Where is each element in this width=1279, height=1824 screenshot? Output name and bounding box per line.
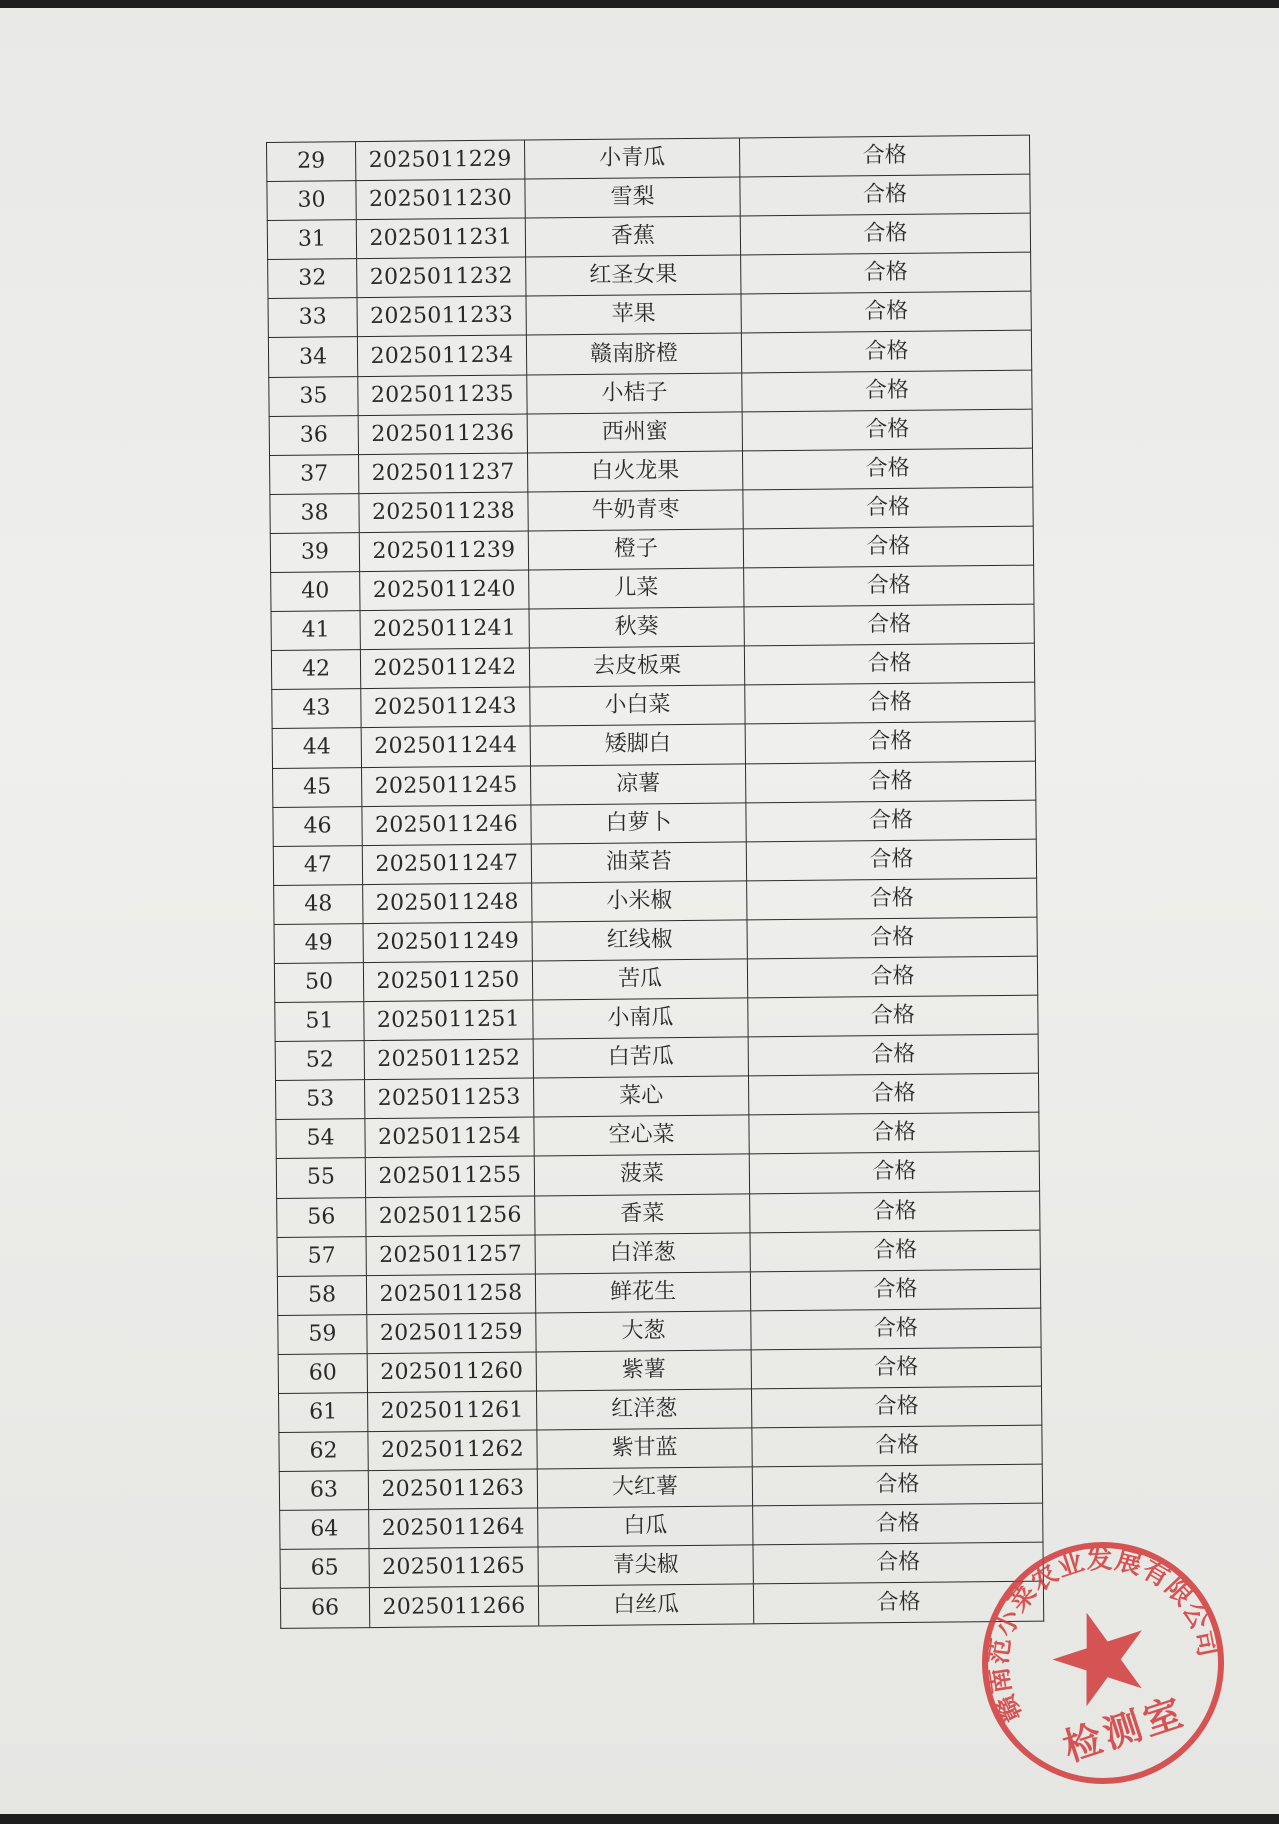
result-cell: 合格: [748, 995, 1038, 1037]
sample-code-cell: 2025011235: [358, 375, 527, 416]
product-name-cell: 白丝瓜: [538, 1584, 753, 1625]
result-cell: 合格: [750, 1269, 1040, 1311]
sample-code-cell: 2025011236: [358, 414, 527, 455]
sample-code-cell: 2025011234: [357, 335, 526, 376]
sample-code-cell: 2025011255: [365, 1156, 534, 1197]
sample-code-cell: 2025011257: [366, 1235, 535, 1276]
row-number-cell: 34: [268, 337, 357, 377]
product-name-cell: 紫甘蓝: [537, 1428, 752, 1469]
product-name-cell: 大葱: [536, 1311, 751, 1352]
product-name-cell: 青尖椒: [538, 1545, 753, 1586]
row-number-cell: 59: [278, 1314, 367, 1354]
product-name-cell: 紫薯: [536, 1350, 751, 1391]
product-name-cell: 空心菜: [534, 1115, 749, 1156]
row-number-cell: 42: [271, 650, 360, 690]
row-number-cell: 54: [276, 1119, 365, 1159]
row-number-cell: 57: [277, 1236, 366, 1276]
row-number-cell: 63: [279, 1471, 368, 1511]
row-number-cell: 40: [271, 572, 360, 612]
product-name-cell: 香菜: [535, 1193, 750, 1234]
sample-code-cell: 2025011266: [369, 1586, 538, 1627]
row-number-cell: 44: [272, 728, 361, 768]
sample-code-cell: 2025011229: [356, 140, 525, 181]
product-name-cell: 大红薯: [537, 1467, 752, 1508]
result-cell: 合格: [742, 448, 1032, 490]
row-number-cell: 45: [273, 767, 362, 807]
sample-code-cell: 2025011245: [362, 765, 531, 806]
sample-code-cell: 2025011247: [362, 844, 531, 885]
result-cell: 合格: [753, 1542, 1043, 1584]
sample-code-cell: 2025011242: [360, 648, 529, 689]
product-name-cell: 西州蜜: [527, 412, 742, 453]
result-cell: 合格: [750, 1230, 1040, 1272]
row-number-cell: 50: [274, 963, 363, 1003]
table-row: [280, 1582, 1043, 1628]
row-number-cell: 35: [269, 376, 358, 416]
sample-code-cell: 2025011259: [367, 1313, 536, 1354]
result-cell: 合格: [749, 1152, 1039, 1194]
result-cell: 合格: [747, 917, 1037, 959]
product-name-cell: 儿菜: [529, 568, 744, 609]
sample-code-cell: 2025011231: [356, 218, 525, 259]
row-number-cell: 58: [277, 1275, 366, 1315]
results-table-container: [266, 135, 1044, 1629]
sample-code-cell: 2025011237: [359, 453, 528, 494]
sample-code-cell: 2025011249: [363, 922, 532, 963]
row-number-cell: 32: [268, 259, 357, 299]
product-name-cell: 白苦瓜: [533, 1037, 748, 1078]
result-cell: 合格: [751, 1386, 1041, 1428]
result-cell: 合格: [750, 1191, 1040, 1233]
row-number-cell: 53: [276, 1080, 365, 1120]
product-name-cell: 橙子: [528, 529, 743, 570]
result-cell: 合格: [742, 370, 1032, 412]
result-cell: 合格: [744, 643, 1034, 685]
sample-code-cell: 2025011253: [365, 1078, 534, 1119]
result-cell: 合格: [748, 1073, 1038, 1115]
product-name-cell: 去皮板栗: [529, 646, 744, 687]
sample-code-cell: 2025011265: [369, 1547, 538, 1588]
sample-code-cell: 2025011244: [361, 726, 530, 767]
sample-code-cell: 2025011248: [363, 883, 532, 924]
product-name-cell: 秋葵: [529, 607, 744, 648]
sample-code-cell: 2025011238: [359, 492, 528, 533]
result-cell: 合格: [739, 135, 1029, 177]
result-cell: 合格: [746, 839, 1036, 881]
sample-code-cell: 2025011262: [368, 1430, 537, 1471]
sample-code-cell: 2025011233: [357, 296, 526, 337]
row-number-cell: 29: [267, 142, 356, 182]
product-name-cell: 白萝卜: [531, 803, 746, 844]
product-name-cell: 白火龙果: [527, 451, 742, 492]
row-number-cell: 52: [275, 1041, 364, 1081]
sample-code-cell: 2025011246: [362, 805, 531, 846]
product-name-cell: 小桔子: [527, 373, 742, 414]
row-number-cell: 65: [280, 1549, 369, 1589]
sample-code-cell: 2025011263: [368, 1469, 537, 1510]
sample-code-cell: 2025011243: [361, 687, 530, 728]
result-cell: 合格: [745, 682, 1035, 724]
sample-code-cell: 2025011258: [366, 1274, 535, 1315]
result-cell: 合格: [741, 252, 1031, 294]
result-cell: 合格: [743, 526, 1033, 568]
sample-code-cell: 2025011264: [369, 1508, 538, 1549]
product-name-cell: 鲜花生: [535, 1272, 750, 1313]
seal-arc-text: 赣南范小菜农业发展有限公司: [983, 1544, 1223, 1727]
product-name-cell: 苹果: [526, 294, 741, 335]
product-name-cell: 菜心: [533, 1076, 748, 1117]
row-number-cell: 66: [280, 1588, 369, 1628]
row-number-cell: 61: [279, 1393, 368, 1433]
result-cell: 合格: [744, 565, 1034, 607]
row-number-cell: 64: [280, 1510, 369, 1550]
product-name-cell: 牛奶青枣: [528, 490, 743, 531]
product-name-cell: 小米椒: [532, 881, 747, 922]
product-name-cell: 小南瓜: [533, 998, 748, 1039]
row-number-cell: 30: [267, 181, 356, 221]
result-cell: 合格: [744, 604, 1034, 646]
sample-code-cell: 2025011252: [364, 1039, 533, 1080]
result-cell: 合格: [748, 1034, 1038, 1076]
product-name-cell: 白洋葱: [535, 1233, 750, 1274]
product-name-cell: 红线椒: [532, 920, 747, 961]
document-page: [0, 8, 1279, 1814]
result-cell: 合格: [742, 409, 1032, 451]
sample-code-cell: 2025011261: [368, 1391, 537, 1432]
row-number-cell: 48: [274, 884, 363, 924]
product-name-cell: 赣南脐橙: [526, 333, 741, 374]
result-cell: 合格: [740, 213, 1030, 255]
row-number-cell: 49: [274, 923, 363, 963]
row-number-cell: 62: [279, 1432, 368, 1472]
sample-code-cell: 2025011260: [367, 1352, 536, 1393]
sample-code-cell: 2025011250: [363, 961, 532, 1002]
result-cell: 合格: [745, 722, 1035, 764]
result-cell: 合格: [751, 1308, 1041, 1350]
sample-code-cell: 2025011241: [360, 609, 529, 650]
row-number-cell: 31: [267, 220, 356, 260]
row-number-cell: 33: [268, 298, 357, 338]
result-cell: 合格: [751, 1347, 1041, 1389]
row-number-cell: 39: [270, 533, 359, 573]
product-name-cell: 小白菜: [530, 685, 745, 726]
product-name-cell: 油菜苔: [531, 842, 746, 883]
row-number-cell: 41: [271, 611, 360, 651]
product-name-cell: 凉薯: [530, 763, 745, 804]
product-name-cell: 菠菜: [534, 1154, 749, 1195]
sample-code-cell: 2025011232: [357, 257, 526, 298]
result-cell: 合格: [741, 331, 1031, 373]
row-number-cell: 47: [273, 845, 362, 885]
row-number-cell: 60: [278, 1353, 367, 1393]
sample-code-cell: 2025011230: [356, 179, 525, 220]
product-name-cell: 白瓜: [538, 1506, 753, 1547]
result-cell: 合格: [743, 487, 1033, 529]
results-table-body: [267, 135, 1044, 1628]
result-cell: 合格: [753, 1582, 1043, 1624]
result-cell: 合格: [747, 956, 1037, 998]
result-cell: 合格: [741, 292, 1031, 334]
result-cell: 合格: [740, 174, 1030, 216]
product-name-cell: 红洋葱: [537, 1389, 752, 1430]
result-cell: 合格: [749, 1112, 1039, 1154]
sample-code-cell: 2025011251: [364, 1000, 533, 1041]
sample-code-cell: 2025011239: [359, 531, 528, 572]
result-cell: 合格: [753, 1503, 1043, 1545]
row-number-cell: 55: [276, 1158, 365, 1198]
result-cell: 合格: [746, 800, 1036, 842]
row-number-cell: 46: [273, 806, 362, 846]
row-number-cell: 43: [272, 689, 361, 729]
product-name-cell: 小青瓜: [524, 138, 739, 179]
product-name-cell: 香蕉: [525, 216, 740, 257]
sample-code-cell: 2025011240: [360, 570, 529, 611]
result-cell: 合格: [745, 761, 1035, 803]
result-cell: 合格: [752, 1464, 1042, 1506]
sample-code-cell: 2025011254: [365, 1117, 534, 1158]
product-name-cell: 苦瓜: [532, 959, 747, 1000]
sample-code-cell: 2025011256: [366, 1196, 535, 1237]
row-number-cell: 56: [277, 1197, 366, 1237]
row-number-cell: 36: [269, 415, 358, 455]
row-number-cell: 38: [270, 493, 359, 533]
product-name-cell: 红圣女果: [526, 255, 741, 296]
product-name-cell: 矮脚白: [530, 724, 745, 765]
result-cell: 合格: [747, 878, 1037, 920]
seal-star-icon: [1042, 1598, 1159, 1712]
row-number-cell: 37: [270, 454, 359, 494]
row-number-cell: 51: [275, 1002, 364, 1042]
product-name-cell: 雪梨: [525, 177, 740, 218]
seal-center-text: 检测室: [1057, 1689, 1192, 1770]
result-cell: 合格: [752, 1425, 1042, 1467]
inspection-results-table: [266, 135, 1044, 1629]
